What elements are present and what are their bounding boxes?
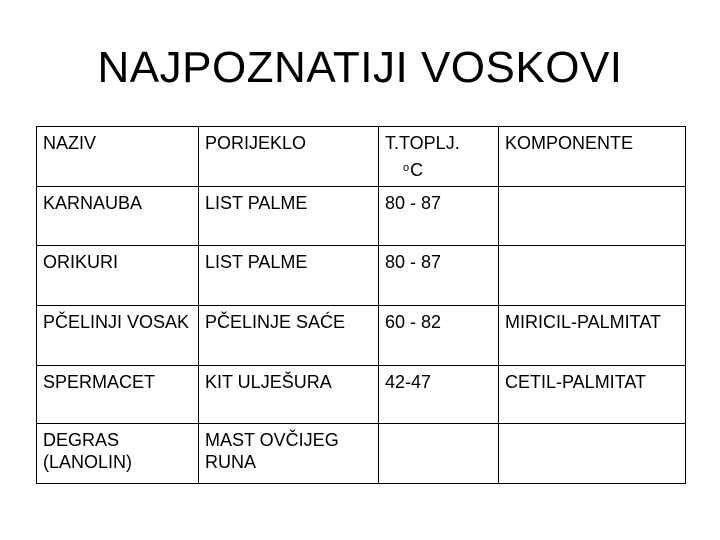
cell-origin: MAST OVČIJEG RUNA xyxy=(199,424,379,484)
wax-table xyxy=(36,126,686,484)
slide-title: NAJPOZNATIJI VOSKOVI xyxy=(97,43,623,92)
cell-name: KARNAUBA xyxy=(37,187,199,246)
cell-components: CETIL-PALMITAT xyxy=(499,366,686,424)
header-name: NAZIV xyxy=(37,127,199,187)
table-header-row xyxy=(37,127,686,187)
cell-components xyxy=(499,246,686,306)
cell-name: DEGRAS (LANOLIN) xyxy=(37,424,199,484)
cell-melting-point: 60 - 82 xyxy=(379,306,499,366)
table-row xyxy=(37,424,686,484)
cell-components xyxy=(499,187,686,246)
cell-origin: KIT ULJEŠURA xyxy=(199,366,379,424)
cell-origin: PČELINJE SAĆE xyxy=(199,306,379,366)
header-melting-point-label: T.TOPLJ. xyxy=(385,133,460,153)
cell-melting-point: 80 - 87 xyxy=(379,246,499,306)
table-row xyxy=(37,187,686,246)
header-melting-point xyxy=(379,127,499,187)
cell-name: ORIKURI xyxy=(37,246,199,306)
unit-celsius: C xyxy=(410,160,424,180)
degree-symbol: o xyxy=(403,162,410,174)
cell-melting-point xyxy=(379,424,499,484)
cell-components: MIRICIL-PALMITAT xyxy=(499,306,686,366)
cell-origin: LIST PALME xyxy=(199,187,379,246)
header-melting-point-unit xyxy=(385,157,492,181)
cell-origin: LIST PALME xyxy=(199,246,379,306)
cell-components xyxy=(499,424,686,484)
cell-name: PČELINJI VOSAK xyxy=(37,306,199,366)
cell-melting-point: 80 - 87 xyxy=(379,187,499,246)
header-components: KOMPONENTE xyxy=(499,127,686,187)
cell-name: SPERMACET xyxy=(37,366,199,424)
table-row xyxy=(37,306,686,366)
table-row xyxy=(37,366,686,424)
cell-melting-point: 42-47 xyxy=(379,366,499,424)
header-origin: PORIJEKLO xyxy=(199,127,379,187)
table-row xyxy=(37,246,686,306)
